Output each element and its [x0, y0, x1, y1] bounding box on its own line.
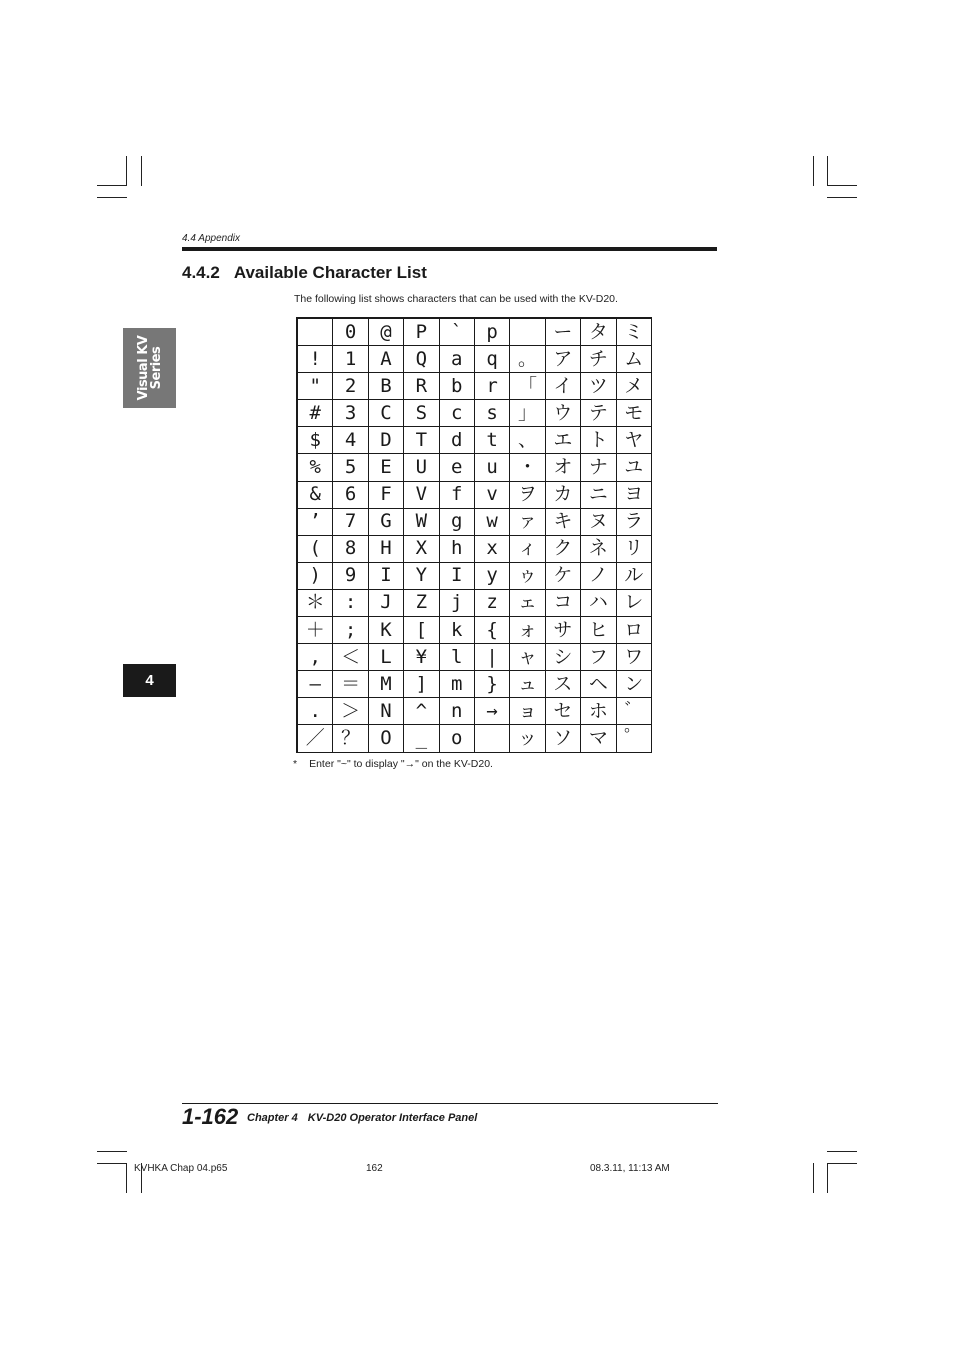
char-cell: ニ	[581, 481, 616, 508]
char-cell: P	[404, 318, 439, 346]
char-cell: 0	[333, 318, 368, 346]
char-cell: u	[474, 454, 509, 481]
char-cell: !	[297, 346, 333, 373]
char-cell: f	[439, 481, 474, 508]
char-cell: )	[297, 562, 333, 589]
crop-mark	[827, 1163, 828, 1193]
table-row	[297, 535, 651, 562]
char-cell: "	[297, 373, 333, 400]
table-row	[297, 508, 651, 535]
char-cell: →	[474, 698, 509, 725]
table-row	[297, 725, 651, 752]
char-cell: レ	[616, 589, 651, 616]
char-cell: ヨ	[616, 481, 651, 508]
footnote	[293, 758, 493, 770]
char-cell: r	[474, 373, 509, 400]
char-cell: |	[474, 644, 509, 671]
char-cell: ア	[545, 346, 580, 373]
char-cell: D	[368, 427, 403, 454]
char-cell: A	[368, 346, 403, 373]
crop-mark	[97, 1151, 127, 1152]
side-tab-label	[137, 328, 163, 408]
char-cell: 9	[333, 562, 368, 589]
char-cell: ヌ	[581, 508, 616, 535]
char-cell: e	[439, 454, 474, 481]
section-title-text: Available Character List	[233, 263, 427, 282]
char-cell: `	[439, 318, 474, 346]
table-row	[297, 617, 651, 644]
char-cell: Q	[404, 346, 439, 373]
character-table	[296, 317, 652, 753]
char-cell: ヒ	[581, 617, 616, 644]
char-cell: 6	[333, 481, 368, 508]
char-cell: R	[404, 373, 439, 400]
char-cell: l	[439, 644, 474, 671]
char-cell: G	[368, 508, 403, 535]
char-cell: x	[474, 535, 509, 562]
char-cell: モ	[616, 400, 651, 427]
char-cell: p	[474, 318, 509, 346]
char-cell: 8	[333, 535, 368, 562]
char-cell: {	[474, 617, 509, 644]
char-cell: ッ	[510, 725, 545, 752]
char-cell: O	[368, 725, 403, 752]
char-cell: v	[474, 481, 509, 508]
crop-mark	[827, 1163, 857, 1164]
char-cell	[474, 725, 509, 752]
slug-file: KVHKA Chap 04.p65	[134, 1163, 228, 1174]
chapter-label	[247, 1112, 477, 1124]
char-cell: シ	[545, 644, 580, 671]
char-cell: ネ	[581, 535, 616, 562]
char-cell: c	[439, 400, 474, 427]
table-row	[297, 400, 651, 427]
section-title	[182, 263, 427, 283]
char-cell: ー	[545, 318, 580, 346]
table-row	[297, 427, 651, 454]
char-cell: k	[439, 617, 474, 644]
char-cell: マ	[581, 725, 616, 752]
char-cell: 1	[333, 346, 368, 373]
char-cell: t	[474, 427, 509, 454]
char-cell	[510, 318, 545, 346]
char-cell: V	[404, 481, 439, 508]
crop-mark	[97, 197, 127, 198]
char-cell: 。	[510, 346, 545, 373]
char-cell: ¥	[404, 644, 439, 671]
char-cell: テ	[581, 400, 616, 427]
table-row	[297, 454, 651, 481]
char-cell: }	[474, 671, 509, 698]
char-cell: ＞	[333, 698, 368, 725]
char-cell: Z	[404, 589, 439, 616]
char-cell: ヤ	[616, 427, 651, 454]
char-cell: I	[368, 562, 403, 589]
char-cell: q	[474, 346, 509, 373]
char-cell: ・	[510, 454, 545, 481]
header-rule	[182, 247, 717, 251]
char-cell: キ	[545, 508, 580, 535]
crop-mark	[141, 156, 142, 186]
crop-mark	[813, 1163, 814, 1193]
char-cell: ;	[333, 617, 368, 644]
footnote-mark: *	[293, 758, 298, 770]
char-cell: Y	[404, 562, 439, 589]
char-cell	[297, 318, 333, 346]
slug-page: 162	[366, 1163, 383, 1174]
table-row	[297, 644, 651, 671]
table-row	[297, 318, 651, 346]
char-cell: タ	[581, 318, 616, 346]
char-cell: 3	[333, 400, 368, 427]
char-cell: F	[368, 481, 403, 508]
table-row	[297, 671, 651, 698]
char-cell: y	[474, 562, 509, 589]
char-cell: ゛	[616, 698, 651, 725]
char-cell: ＜	[333, 644, 368, 671]
char-cell: C	[368, 400, 403, 427]
crop-mark	[827, 197, 857, 198]
crop-mark	[126, 156, 127, 186]
char-cell: ァ	[510, 508, 545, 535]
char-cell: 2	[333, 373, 368, 400]
crop-mark	[813, 156, 814, 186]
page-number: 1-162	[182, 1104, 239, 1129]
crop-mark	[97, 1163, 127, 1164]
char-cell: リ	[616, 535, 651, 562]
char-cell: ス	[545, 671, 580, 698]
char-cell: ォ	[510, 617, 545, 644]
char-cell: ゥ	[510, 562, 545, 589]
char-cell: h	[439, 535, 474, 562]
char-cell: 、	[510, 427, 545, 454]
char-cell: ム	[616, 346, 651, 373]
char-cell: ヲ	[510, 481, 545, 508]
char-cell: —	[297, 671, 333, 698]
char-cell: #	[297, 400, 333, 427]
char-cell: ホ	[581, 698, 616, 725]
char-cell: b	[439, 373, 474, 400]
char-cell: ツ	[581, 373, 616, 400]
char-cell: ワ	[616, 644, 651, 671]
char-cell: ウ	[545, 400, 580, 427]
char-cell: H	[368, 535, 403, 562]
chapter-title: KV-D20 Operator Interface Panel	[307, 1112, 478, 1124]
char-cell: 4	[333, 427, 368, 454]
char-cell: n	[439, 698, 474, 725]
side-tab-line1: Visual KV	[135, 335, 151, 401]
table-row	[297, 589, 651, 616]
intro-text: The following list shows characters that can be used with the KV-D20.	[294, 293, 618, 305]
char-cell: セ	[545, 698, 580, 725]
char-cell: ン	[616, 671, 651, 698]
char-cell: 」	[510, 400, 545, 427]
char-cell: M	[368, 671, 403, 698]
crop-mark	[97, 185, 127, 186]
char-cell: コ	[545, 589, 580, 616]
char-cell: ,	[297, 644, 333, 671]
char-cell: ャ	[510, 644, 545, 671]
char-cell: ミ	[616, 318, 651, 346]
table-row	[297, 698, 651, 725]
table-row	[297, 373, 651, 400]
char-cell: L	[368, 644, 403, 671]
table-row	[297, 346, 651, 373]
char-cell: 7	[333, 508, 368, 535]
char-cell: S	[404, 400, 439, 427]
char-cell: W	[404, 508, 439, 535]
section-number: 4.4.2	[182, 263, 220, 282]
char-cell: イ	[545, 373, 580, 400]
running-head: 4.4 Appendix	[182, 233, 241, 244]
char-cell: J	[368, 589, 403, 616]
table-row	[297, 562, 651, 589]
footnote-text: Enter "~" to display "→" on the KV-D20.	[309, 758, 493, 770]
chapter-number: Chapter 4	[247, 1112, 298, 1124]
char-cell: $	[297, 427, 333, 454]
char-cell: ／	[297, 725, 333, 752]
char-cell: ノ	[581, 562, 616, 589]
char-cell: オ	[545, 454, 580, 481]
char-cell: ロ	[616, 617, 651, 644]
char-cell: フ	[581, 644, 616, 671]
char-cell: ル	[616, 562, 651, 589]
char-cell: @	[368, 318, 403, 346]
char-cell: z	[474, 589, 509, 616]
char-cell: ュ	[510, 671, 545, 698]
char-cell: ハ	[581, 589, 616, 616]
char-cell: ク	[545, 535, 580, 562]
chapter-tab: 4	[123, 664, 176, 697]
table-row	[297, 481, 651, 508]
crop-mark	[827, 185, 857, 186]
char-cell: ^	[404, 698, 439, 725]
char-cell: U	[404, 454, 439, 481]
char-cell: g	[439, 508, 474, 535]
footer-rule	[182, 1103, 718, 1104]
char-cell: &	[297, 481, 333, 508]
char-cell: [	[404, 617, 439, 644]
char-cell: d	[439, 427, 474, 454]
char-cell: ’	[297, 508, 333, 535]
char-cell: j	[439, 589, 474, 616]
side-tab-visual-kv	[123, 328, 176, 408]
char-cell: B	[368, 373, 403, 400]
char-cell: ゜	[616, 725, 651, 752]
char-cell: K	[368, 617, 403, 644]
char-cell: s	[474, 400, 509, 427]
char-cell: ヘ	[581, 671, 616, 698]
char-cell: T	[404, 427, 439, 454]
crop-mark	[827, 156, 828, 186]
char-cell: ト	[581, 427, 616, 454]
char-cell: %	[297, 454, 333, 481]
char-cell: ィ	[510, 535, 545, 562]
char-cell: _	[404, 725, 439, 752]
char-cell: ]	[404, 671, 439, 698]
char-cell: ナ	[581, 454, 616, 481]
crop-mark	[126, 1163, 127, 1193]
side-tab-line2: Series	[148, 346, 164, 390]
char-cell: ェ	[510, 589, 545, 616]
char-cell: ラ	[616, 508, 651, 535]
char-cell: .	[297, 698, 333, 725]
char-cell: エ	[545, 427, 580, 454]
char-cell: ョ	[510, 698, 545, 725]
slug-date: 08.3.11, 11:13 AM	[590, 1163, 670, 1174]
char-cell: ？	[333, 725, 368, 752]
char-cell: I	[439, 562, 474, 589]
char-cell: E	[368, 454, 403, 481]
char-cell: ユ	[616, 454, 651, 481]
crop-mark	[827, 1151, 857, 1152]
char-cell: m	[439, 671, 474, 698]
char-cell: ＋	[297, 617, 333, 644]
char-cell: ケ	[545, 562, 580, 589]
char-cell: (	[297, 535, 333, 562]
char-cell: チ	[581, 346, 616, 373]
char-cell: 5	[333, 454, 368, 481]
char-cell: サ	[545, 617, 580, 644]
char-cell: o	[439, 725, 474, 752]
char-cell: w	[474, 508, 509, 535]
char-cell: カ	[545, 481, 580, 508]
char-cell: X	[404, 535, 439, 562]
char-cell: ソ	[545, 725, 580, 752]
char-cell: N	[368, 698, 403, 725]
char-cell: ＊	[297, 589, 333, 616]
char-cell: メ	[616, 373, 651, 400]
char-cell: :	[333, 589, 368, 616]
char-cell: ＝	[333, 671, 368, 698]
char-cell: a	[439, 346, 474, 373]
char-cell: 「	[510, 373, 545, 400]
